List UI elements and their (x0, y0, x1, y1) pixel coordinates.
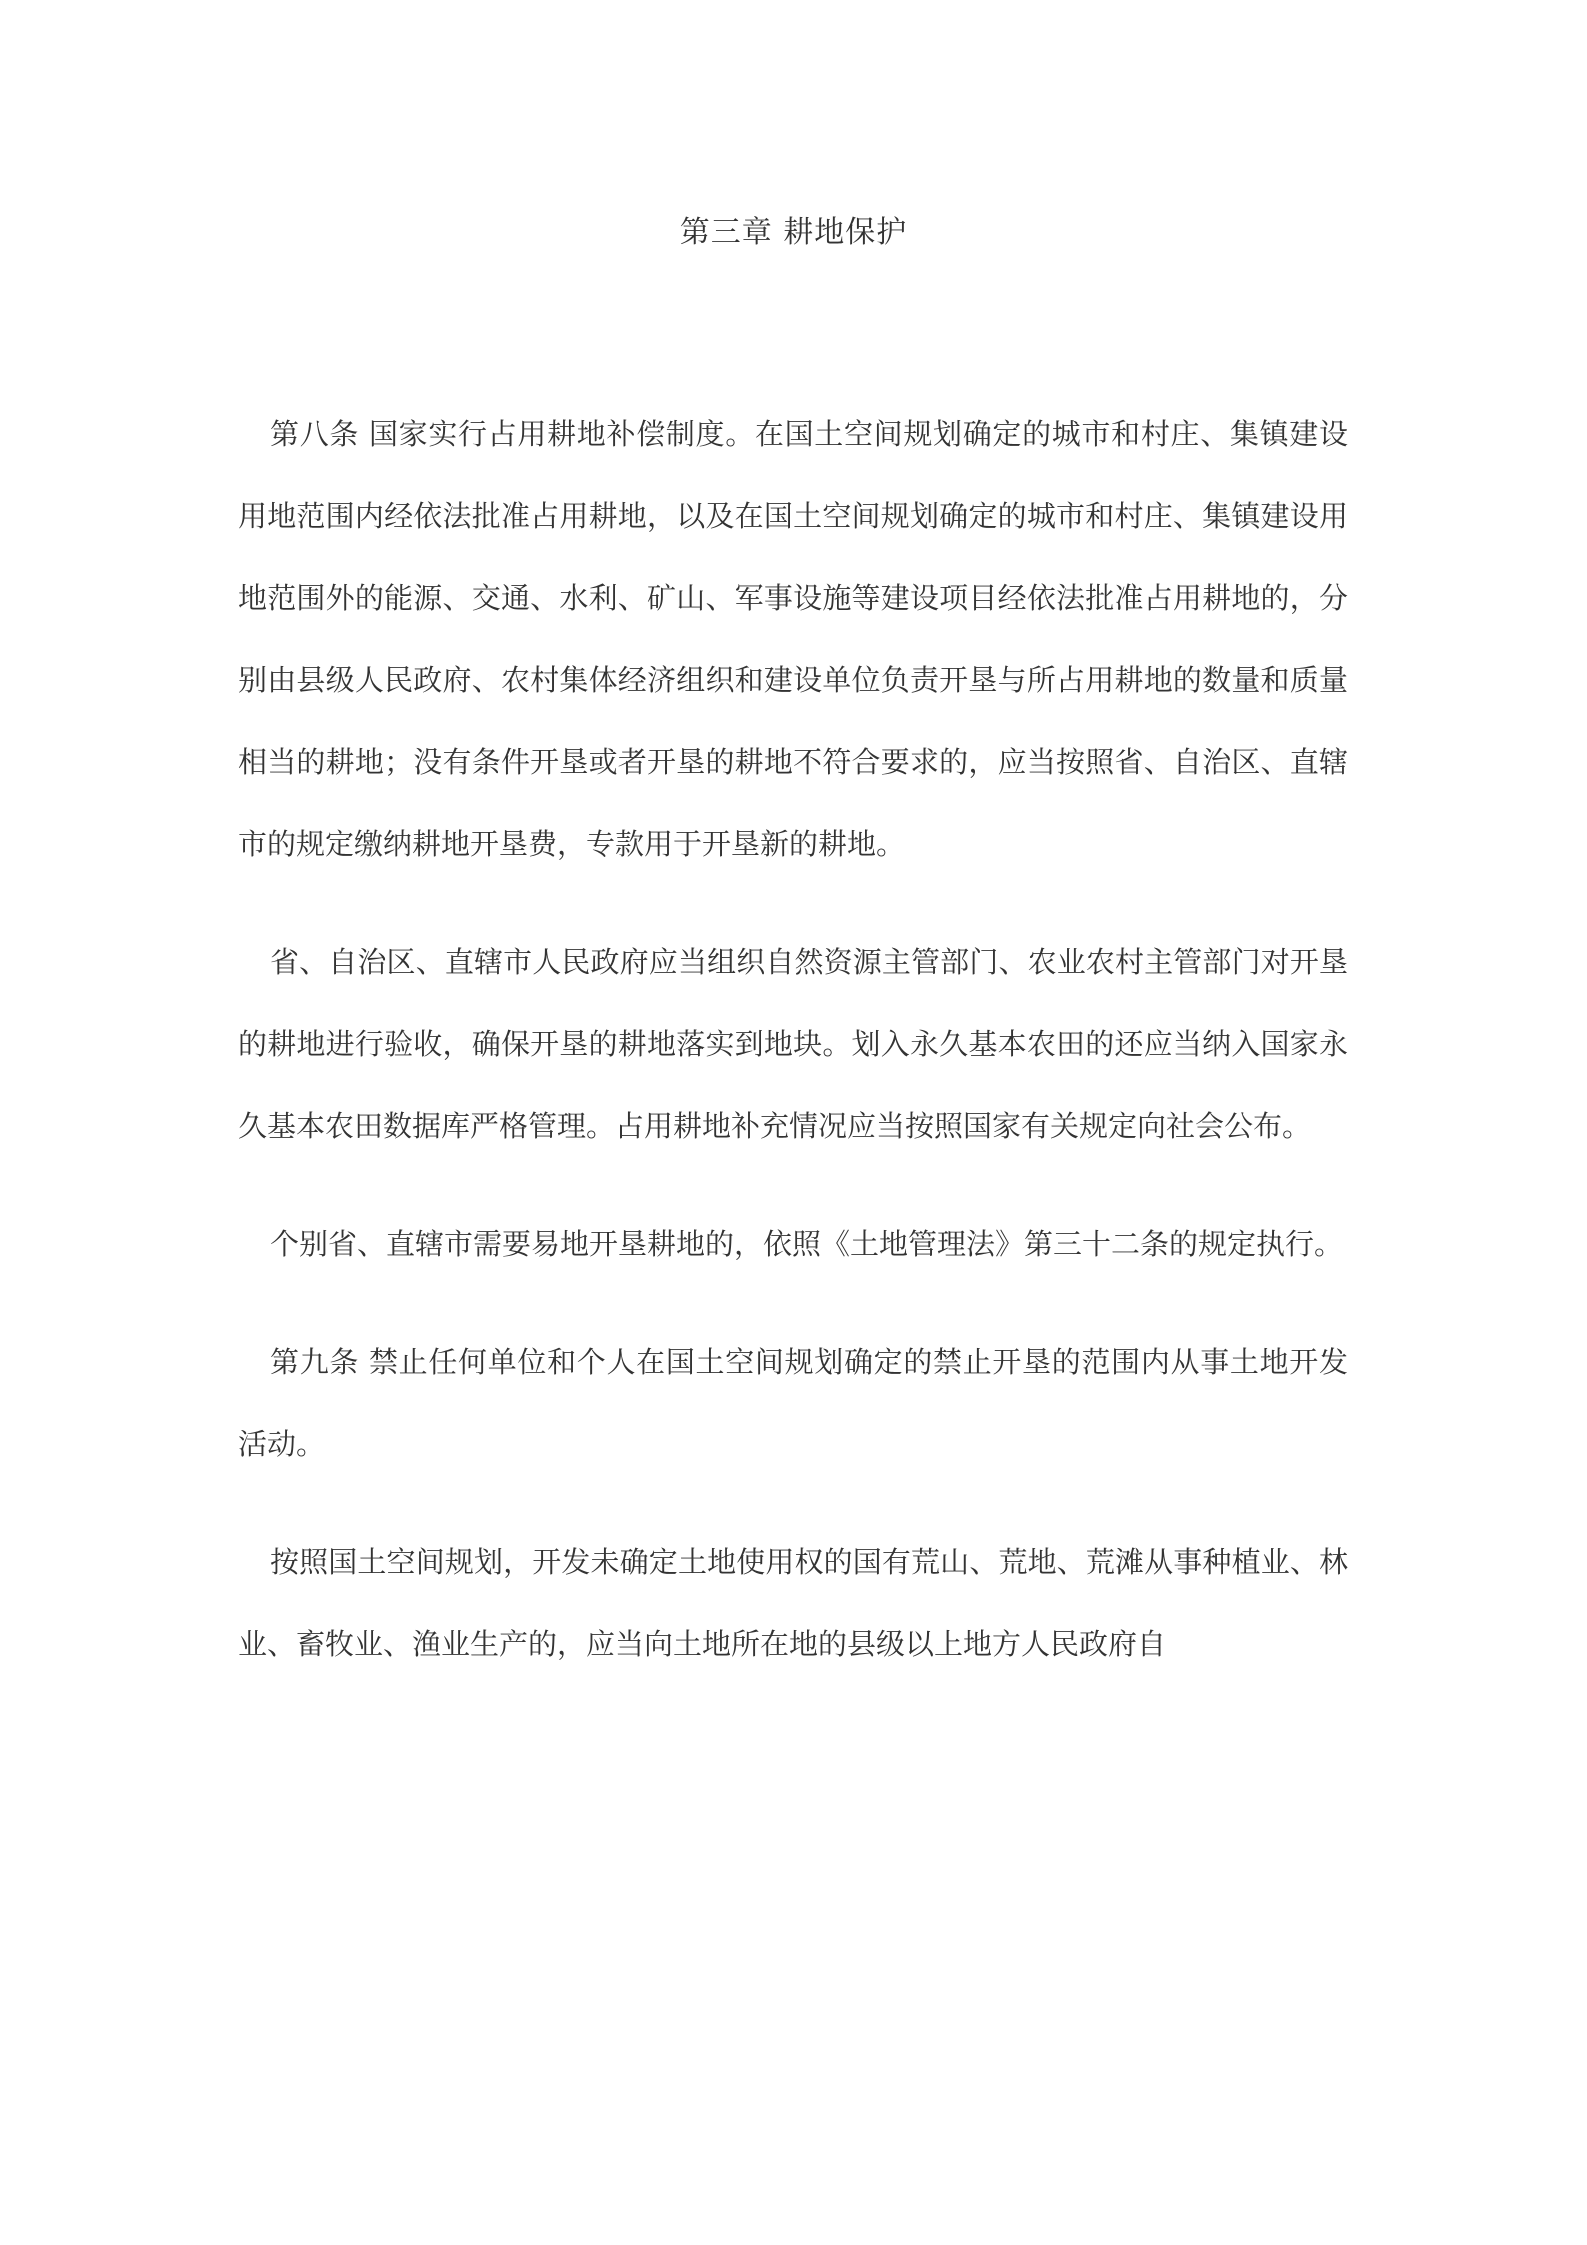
article-9-development-paragraph: 按照国土空间规划，开发未确定土地使用权的国有荒山、荒地、荒滩从事种植业、林业、畜牧业、渔业生产的，应当向土地所在地的县级以上地方人民政府自 (238, 1545, 1348, 1661)
article-8-paragraph: 第八条 国家实行占用耕地补偿制度。在国土空间规划确定的城市和村庄、集镇建设用地范围内经依法批准占用耕地，以及在国土空间规划确定的城市和村庄、集镇建设用地范围外的能源、交通、水利、矿山、军事设施等建设项目经依法批准占用耕地的，分别由县级人民政府、农村集体经济组织和建设单位负责开垦与所占用耕地的数量和质量相当的耕地；没有条件开垦或者开垦的耕地不符合要求的，应当按照省、自治区、直辖市的规定缴纳耕地开垦费，专款用于开垦新的耕地。 (238, 417, 1348, 861)
article-8-relocation-paragraph: 个别省、直辖市需要易地开垦耕地的，依照《土地管理法》第三十二条的规定执行。 (270, 1227, 1344, 1261)
article-9-paragraph: 第九条 禁止任何单位和个人在国土空间规划确定的禁止开垦的范围内从事土地开发活动。 (238, 1345, 1348, 1461)
chapter-title: 第三章 耕地保护 (679, 215, 908, 250)
article-8-acceptance-paragraph: 省、自治区、直辖市人民政府应当组织自然资源主管部门、农业农村主管部门对开垦的耕地进行验收，确保开垦的耕地落实到地块。划入永久基本农田的还应当纳入国家永久基本农田数据库严格管理。占用耕地补充情况应当按照国家有关规定向社会公布。 (238, 945, 1348, 1143)
document-body (238, 393, 1348, 1721)
